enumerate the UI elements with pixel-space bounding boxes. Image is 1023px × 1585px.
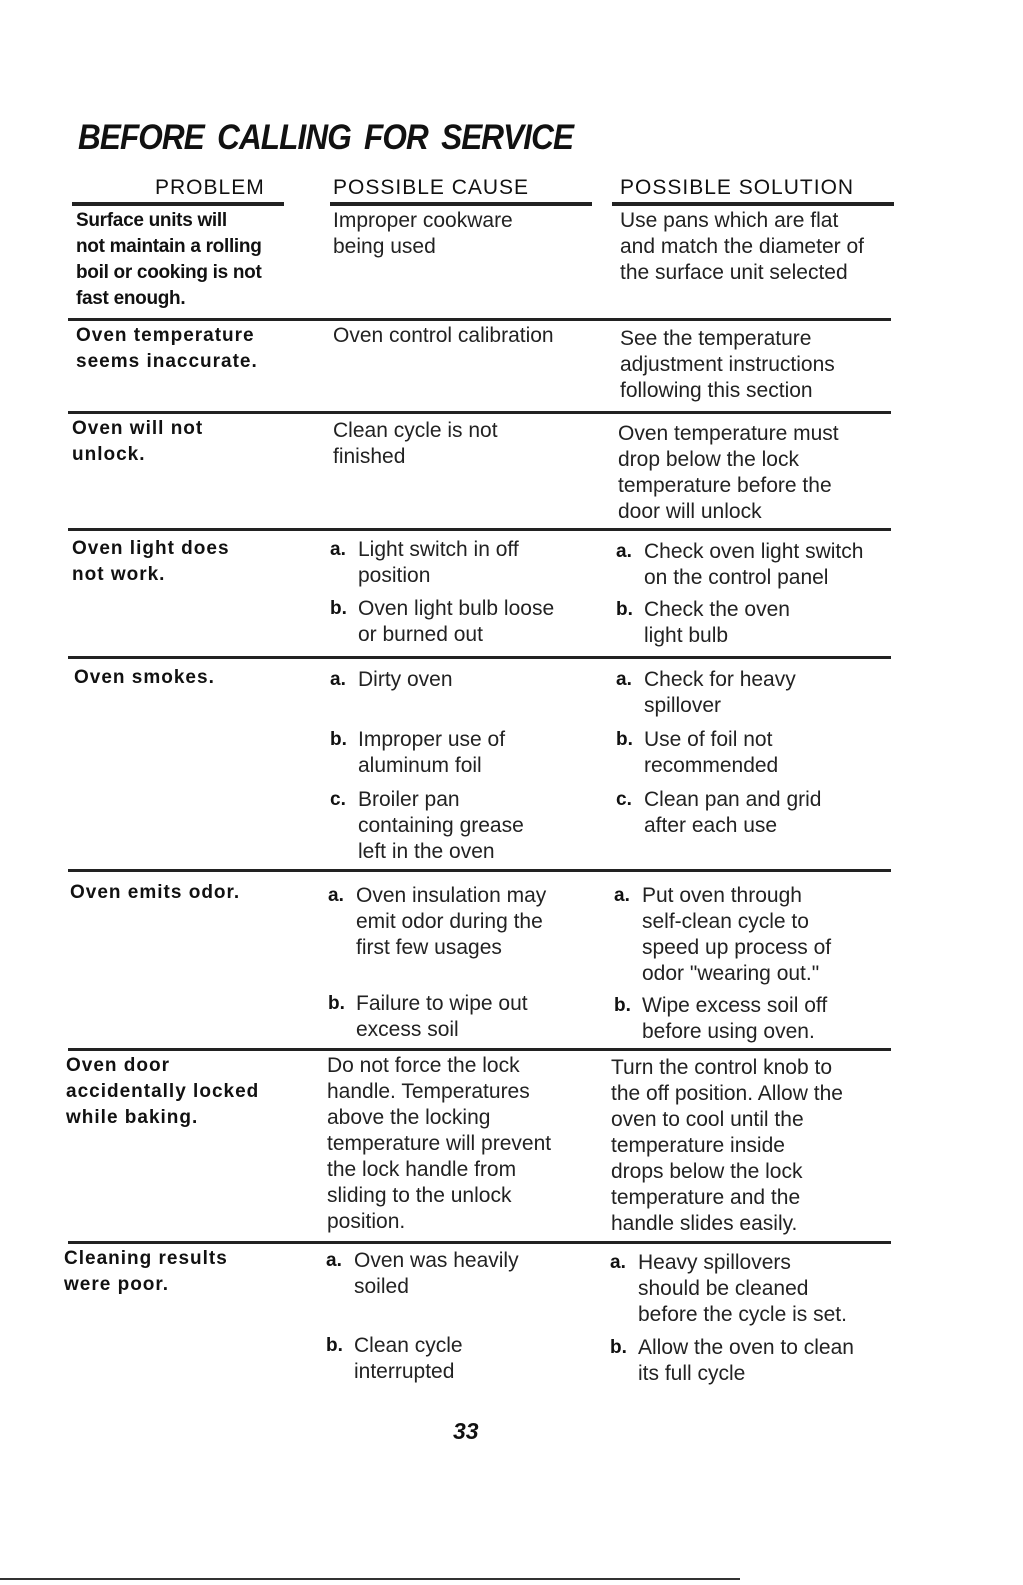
solution-item [616,727,778,779]
problem-oven-temperature: Oven temperature seems inaccurate. [76,325,258,372]
problem-cleaning-results: Cleaning results were poor. [64,1248,228,1295]
cause-item [330,787,524,865]
item-label: a. [614,885,630,906]
item-label: b. [330,598,347,619]
row-divider [68,869,891,872]
item-text: Allow the oven to clean its full cycle [638,1336,854,1385]
item-text: Oven light bulb loose or burned out [358,597,555,646]
problem-oven-door-locked: Oven door accidentally locked while baking. [66,1055,260,1128]
row-divider [68,1241,891,1244]
item-text: Light switch in off position [358,538,519,587]
item-label: b. [326,1335,343,1356]
item-text: Dirty oven [358,668,453,691]
solution-item [616,667,796,719]
cause-clean-cycle-not-finished: Clean cycle is not finished [333,419,498,468]
item-label: b. [616,729,633,750]
item-label: a. [330,539,346,560]
item-text: Improper use of aluminum foil [358,728,506,777]
cause-improper-cookware: Improper cookware being used [333,209,513,258]
item-label: c. [616,789,632,810]
item-label: a. [616,669,632,690]
item-label: c. [330,789,346,810]
item-label: a. [610,1252,626,1273]
item-text: Clean cycle interrupted [354,1334,463,1383]
row-divider [68,1048,891,1051]
item-label: a. [326,1250,342,1271]
solution-item [614,993,827,1045]
item-text: Put oven through self-clean cycle to speed up process of odor "wearing out." [642,884,832,985]
cause-do-not-force-lock: Do not force the lock handle. Temperatures above the locking temperature will prevent the lock handle from sliding to the unlock position. [327,1054,552,1233]
header-underline-cause [330,202,592,206]
solution-item [616,539,863,591]
item-text: Failure to wipe out excess soil [356,992,528,1041]
page-number: 33 [453,1418,479,1444]
solution-use-flat-pans: Use pans which are flat and match the diameter of the surface unit selected [620,209,864,284]
cause-item [330,727,505,779]
item-label: b. [330,729,347,750]
solution-column-header: POSSIBLE SOLUTION [620,176,855,199]
row-divider [68,656,891,659]
bottom-divider [0,1578,740,1580]
item-label: a. [328,885,344,906]
problem-oven-will-not-unlock: Oven will not unlock. [72,418,204,465]
page-title: BEFORE CALLING FOR SERVICE [78,118,574,157]
row-divider [68,528,891,531]
row-divider [68,411,891,414]
item-label: b. [616,599,633,620]
item-label: b. [614,995,631,1016]
cause-column-header: POSSIBLE CAUSE [333,176,530,199]
cause-item [326,1248,519,1300]
cause-item [330,537,519,589]
item-text: Check oven light switch on the control panel [644,540,864,589]
cause-item [326,1333,463,1385]
item-label: a. [616,541,632,562]
solution-item [614,883,831,987]
cause-item [328,991,528,1043]
problem-oven-light: Oven light does not work. [72,538,230,585]
item-text: Broiler pan containing grease left in the oven [358,788,524,863]
item-label: b. [328,993,345,1014]
problem-surface-units: Surface units will not maintain a rolling boil or cooking is not fast enough. [76,210,262,309]
cause-item [330,596,554,648]
header-underline-problem [72,202,284,206]
solution-item [610,1335,854,1387]
item-text: Oven insulation may emit odor during the first few usages [356,884,547,959]
item-label: a. [330,669,346,690]
item-text: Heavy spillovers should be cleaned before the cycle is set. [638,1251,847,1326]
item-text: Use of foil not recommended [644,728,779,777]
solution-turn-control-knob: Turn the control knob to the off position. Allow the oven to cool until the temperature inside drops below the lock temperature and the handle slides easily. [611,1056,843,1235]
cause-item [330,667,453,693]
header-underline-solution [612,202,894,206]
item-text: Check the oven light bulb [644,598,790,647]
solution-item [616,787,821,839]
item-text: Wipe excess soil off before using oven. [642,994,828,1043]
item-text: Check for heavy spillover [644,668,796,717]
problem-oven-emits-odor: Oven emits odor. [70,882,241,903]
item-text: Clean pan and grid after each use [644,788,822,837]
solution-temperature-adjustment: See the temperature adjustment instructions following this section [620,327,835,402]
solution-item [616,597,790,649]
problem-column-header: PROBLEM [155,176,265,199]
solution-item [610,1250,847,1328]
item-label: b. [610,1337,627,1358]
item-text: Oven was heavily soiled [354,1249,519,1298]
solution-wait-below-lock-temp: Oven temperature must drop below the lock temperature before the door will unlock [618,422,839,523]
cause-oven-calibration: Oven control calibration [333,324,554,347]
row-divider [68,318,891,321]
problem-oven-smokes: Oven smokes. [74,667,215,688]
cause-item [328,883,546,961]
